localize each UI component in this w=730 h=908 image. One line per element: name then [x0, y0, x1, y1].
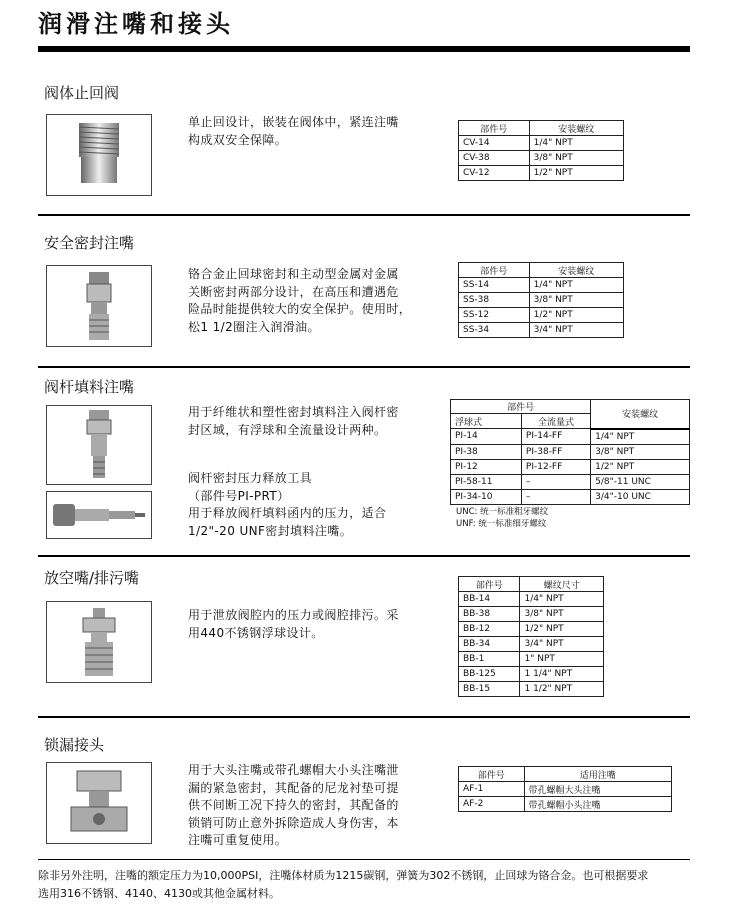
pressure-release-tool-description: 阀杆密封压力释放工具 （部件号PI-PRT） 用于释放阀杆填料函内的压力，适合 1/2"-20 UNF密封填料注嘴。 — [188, 471, 387, 538]
bleeder-table: 部件号 螺纹尺寸 BB-14 1/4" NPT BB-38 3/8" NPT BB-12 1/2" NPT BB-34 3/4" NPT BB-1 1" NPT BB-125 1 1/4" NPT BB-15 1 1/2" NPT — [458, 576, 604, 697]
table-row: PI-34-10 – 3/4"-10 UNC — [451, 489, 690, 504]
table-row: BB-38 3/8" NPT — [459, 607, 604, 622]
table-row: CV-14 1/4" NPT — [459, 136, 624, 151]
page-title: 润滑注嘴和接头 — [38, 10, 234, 38]
table-row: BB-125 1 1/4" NPT — [459, 667, 604, 682]
section-title: 安全密封注嘴 — [44, 234, 135, 252]
table-row: AF-1 带孔螺帽大头注嘴 — [459, 782, 672, 797]
stem-packing-description: 用于纤维状和塑性密封填料注入阀杆密 封区域，有浮球和全流量设计两种。 — [188, 405, 399, 437]
table-row: SS-14 1/4" NPT — [459, 278, 624, 293]
pressure-release-tool-image — [46, 491, 152, 539]
section-divider — [38, 555, 690, 557]
table-row: PI-12 PI-12-FF 1/2" NPT — [451, 459, 690, 474]
check-valve-table: 部件号 安装螺纹 CV-14 1/4" NPT CV-38 3/8" NPT CV-12 1/2" NPT — [458, 120, 624, 181]
table-row: AF-2 带孔螺帽小头注嘴 — [459, 797, 672, 812]
leak-lock-fitting-image — [46, 762, 152, 844]
table-row: SS-34 3/4" NPT — [459, 323, 624, 338]
safety-seal-fitting-image — [46, 265, 152, 347]
section-title: 放空嘴/排污嘴 — [44, 569, 140, 587]
thread-notes: UNC: 统一标准粗牙螺纹 UNF: 统一标准细牙螺纹 — [456, 507, 549, 529]
stem-packing-fitting-image — [46, 405, 152, 485]
section-divider — [38, 366, 690, 368]
section-divider — [38, 716, 690, 718]
table-row: SS-38 3/8" NPT — [459, 293, 624, 308]
table-row: BB-1 1" NPT — [459, 652, 604, 667]
safety-seal-description: 铬合金止回球密封和主动型金属对金属 关断密封两部分设计，在高压和遭遇危 险品时能提供较大的安全保护。使用时， 松1 1/2圈注入润滑油。 — [188, 267, 412, 334]
table-row: BB-14 1/4" NPT — [459, 592, 604, 607]
safety-seal-table: 部件号 安装螺纹 SS-14 1/4" NPT SS-38 3/8" NPT SS-12 1/2" NPT SS-34 3/4" NPT — [458, 262, 624, 338]
table-row: PI-38 PI-38-FF 3/8" NPT — [451, 444, 690, 459]
check-valve-description: 单止回设计，嵌装在阀体中，紧连注嘴 构成双安全保障。 — [188, 115, 399, 147]
table-row: BB-34 3/4" NPT — [459, 637, 604, 652]
table-row: PI-58-11 – 5/8"-11 UNC — [451, 474, 690, 489]
stem-packing-table: 部件号 安装螺纹 浮球式 全流量式 PI-14 PI-14-FF 1/4" NPT PI-38 PI-38-FF 3/8" NPT PI-12 PI-12-FF 1/2" NPT PI-58-11 – 5/8"-11 UNC PI-34-10 – 3/4"-10 UNC — [450, 399, 690, 505]
section-divider — [38, 214, 690, 216]
section-title: 锁漏接头 — [44, 736, 105, 754]
leak-lock-description: 用于大头注嘴或带孔螺帽大小头注嘴泄 漏的紧急密封，其配备的尼龙衬垫可提 供不间断工况下持久的密封，其配备的 锁销可防止意外拆除造成人身伤害，本 注嘴可重复使用。 — [188, 763, 399, 847]
table-row: BB-15 1 1/2" NPT — [459, 682, 604, 697]
footer-note: 除非另外注明，注嘴的额定压力为10,000PSI，注嘴体材质为1215碳钢，弹簧为302不锈钢，止回球为铬合金。也可根据要求 选用316不锈钢、4140、4130或其他金属材料。 — [38, 869, 649, 900]
check-valve-image — [46, 114, 152, 196]
table-row: CV-12 1/2" NPT — [459, 166, 624, 181]
table-row: BB-12 1/2" NPT — [459, 622, 604, 637]
bleeder-fitting-image — [46, 601, 152, 683]
table-row: PI-14 PI-14-FF 1/4" NPT — [451, 429, 690, 445]
section-title: 阀体止回阀 — [44, 84, 120, 102]
section-title: 阀杆填料注嘴 — [44, 378, 135, 396]
footer-divider — [38, 859, 690, 860]
table-row: SS-12 1/2" NPT — [459, 308, 624, 323]
bleeder-description: 用于泄放阀腔内的压力或阀腔排污。采 用440不锈钢浮球设计。 — [188, 608, 399, 640]
table-row: CV-38 3/8" NPT — [459, 151, 624, 166]
leak-lock-table: 部件号 适用注嘴 AF-1 带孔螺帽大头注嘴 AF-2 带孔螺帽小头注嘴 — [458, 766, 672, 812]
title-rule — [38, 46, 690, 52]
